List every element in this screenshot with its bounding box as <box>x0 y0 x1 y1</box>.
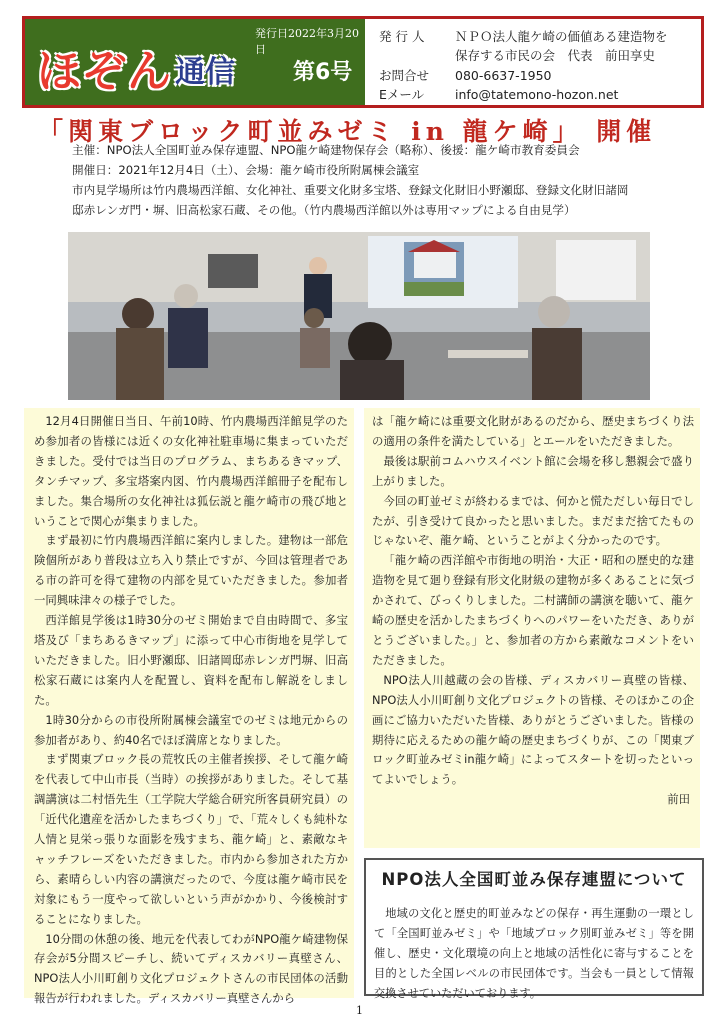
info-sites-2: 邸赤レンガ門・塀、旧高松家石蔵、その他。（竹内農場西洋館以外は専用マップによる自由見学） <box>72 203 576 217</box>
paragraph: は「龍ケ崎には重要文化財があるのだから、歴史まちづくり法の適用の条件を満たしている」とエールをいただきました。 <box>372 414 694 448</box>
contact-label: お問合せ <box>379 68 430 83</box>
publisher-line1: ＮＰＯ法人龍ケ崎の価値ある建造物を <box>455 29 668 44</box>
box-title: NPO法人全国町並み保存連盟について <box>366 860 702 898</box>
phone-number: 080-6637-1950 <box>455 68 552 83</box>
event-photo-illustration <box>68 232 650 400</box>
masthead <box>22 16 704 108</box>
publisher-info <box>379 23 699 103</box>
paragraph: まず最初に竹内農場西洋館に案内しました。建物は一部危険個所があり普段は立ち入り禁止ですが、今回は管理者である市の許可を得て建物の内部を見ていただきました。参加者一同興味津々の様子でした。 <box>34 533 348 608</box>
info-date-venue: 開催日：2021年12月4日（土）、会場：龍ケ崎市役所附属棟会議室 <box>72 163 420 177</box>
paragraph: 1時30分からの市役所附属棟会議室でのゼミは地元からの参加者があり、約40名でほぼ満席となりました。 <box>34 712 348 747</box>
federation-info-box <box>364 858 704 1000</box>
info-organizers: 主催：NPO法人全国町並み保存連盟、NPO龍ケ崎建物保存会（略称）、後援：龍ケ崎市教育委員会 <box>72 143 580 157</box>
article-title: 「関東ブロック町並みゼミ in 龍ケ崎」 開催 <box>38 117 657 146</box>
paragraph: 最後は駅前コムハウスイベント館に会場を移し懇親会で盛り上がりました。 <box>372 453 694 488</box>
box-body: 地域の文化と歴史的町並みなどの保存・再生運動の一環として「全国町並みゼミ」や「地域ブロック別町並みゼミ」等を開催し、歴史・文化環境の向上と地域の活性化に寄与することを目的とした全国レベルの市民団体です。当会も一員として情報交換させていただいております。 <box>374 907 694 1000</box>
publisher-line2: 保存する市民の会 代表 前田享史 <box>455 48 656 63</box>
contact-row <box>379 66 552 84</box>
paragraph: 今回の町並ゼミが終わるまでは、何かと慌ただしい毎日でしたが、引き受けて良かったと思いました。まだまだ捨てたものじゃないぞ、龍ケ崎、ということがよく分かったのです。 <box>372 493 694 548</box>
email-address[interactable]: info@tatemono-hozon.net <box>455 87 619 102</box>
paragraph: 10分間の休憩の後、地元を代表してわがNPO龍ケ崎建物保存会が5分間スピーチし、続いてディスカバリー真壁さん、NPO法人小川町創り文化プロジェクトさんの市民団体の活動報告が行われました。ディスカバリー真壁さんから <box>34 931 348 1006</box>
publisher-label: 発 行 人 <box>379 29 425 44</box>
paragraph: まず関東ブロック長の荒牧氏の主催者挨拶、そして龍ケ崎を代表して中山市長（当時）の挨拶がありました。そして基調講演は二村悟先生（工学院大学総合研究所客員研究員）の「近代化遺産を活かしたまちづくり」で、「荒々しくも純朴な人情と見栄っ張りな面影を残すまち、龍ケ崎」と、素敵なキャッチフレーズをいただきました。市内から参加された方から、素晴らしい内容の講演だったので、今度は龍ケ崎市民を対象にもう一度やって欲しいという声がかかり、今後検討することになりました。 <box>34 752 348 926</box>
issue-date: 発行日2022年3月20日 <box>255 27 359 56</box>
logo-tsushin: 通信 <box>175 55 235 90</box>
masthead-logo-panel <box>25 19 365 105</box>
issue-number: 第6号 <box>293 60 353 85</box>
article-column-left <box>24 408 354 1006</box>
event-photo <box>68 232 650 400</box>
logo-hozon: ほぞん <box>37 46 172 97</box>
author-signature: 前田 <box>667 792 690 807</box>
email-label: Eメール <box>379 87 425 102</box>
publisher-row <box>379 27 668 45</box>
paragraph: 12月4日開催日当日、午前10時、竹内農場西洋館見学のため参加者の皆様には近くの女化神社駐車場に集まっていただきました。受付では当日のプログラム、まちあるきマップ、タンチマップ、多宝塔案内図、竹内農場西洋館冊子を配布しました。集合場所の女化神社は狐伝説と龍ケ崎市の飛び地ということで関心が集まりました。 <box>34 414 348 528</box>
paragraph: NPO法人川越蔵の会の皆様、ディスカバリー真壁の皆様、NPO法人小川町創り文化プロジェクトの皆様、そのほかこの企画にご協力いただいた皆様、ありがとうございました。皆様の期待に応えるための龍ケ崎の歴史まちづくりが、この「関東ブロック町並みゼミin龍ケ崎」によってスタートを切ったといってよいでしょう。 <box>372 672 694 787</box>
page-number: 1 <box>356 1004 363 1017</box>
article-column-right <box>364 408 700 848</box>
info-sites-1: 市内見学場所は竹内農場西洋館、女化神社、重要文化財多宝塔、登録文化財旧小野瀬邸、登録文化財旧諸岡 <box>72 183 629 197</box>
paragraph: 西洋館見学後は1時30分のゼミ開始まで自由時間で、多宝塔及び「まちあるきマップ」に添って中心市街地を見学していただきました。旧小野瀬邸、旧諸岡邸赤レンガ門塀、旧高松家石蔵には案内人を配置し、資料を配布し解説をしました。 <box>34 613 348 707</box>
email-row <box>379 85 618 103</box>
paragraph: 「龍ケ崎の西洋館や市街地の明治・大正・昭和の歴史的な建造物を見て廻り登録有形文化財級の建物が多くあることに気づかされて、びっくりしました。二村講師の講演を聴いて、龍ケ崎の歴史を活かしたまちづくりへのパワーをいただき、ありがとうございました。」と、参加者の方から素敵なコメントをいただきました。 <box>372 553 694 667</box>
